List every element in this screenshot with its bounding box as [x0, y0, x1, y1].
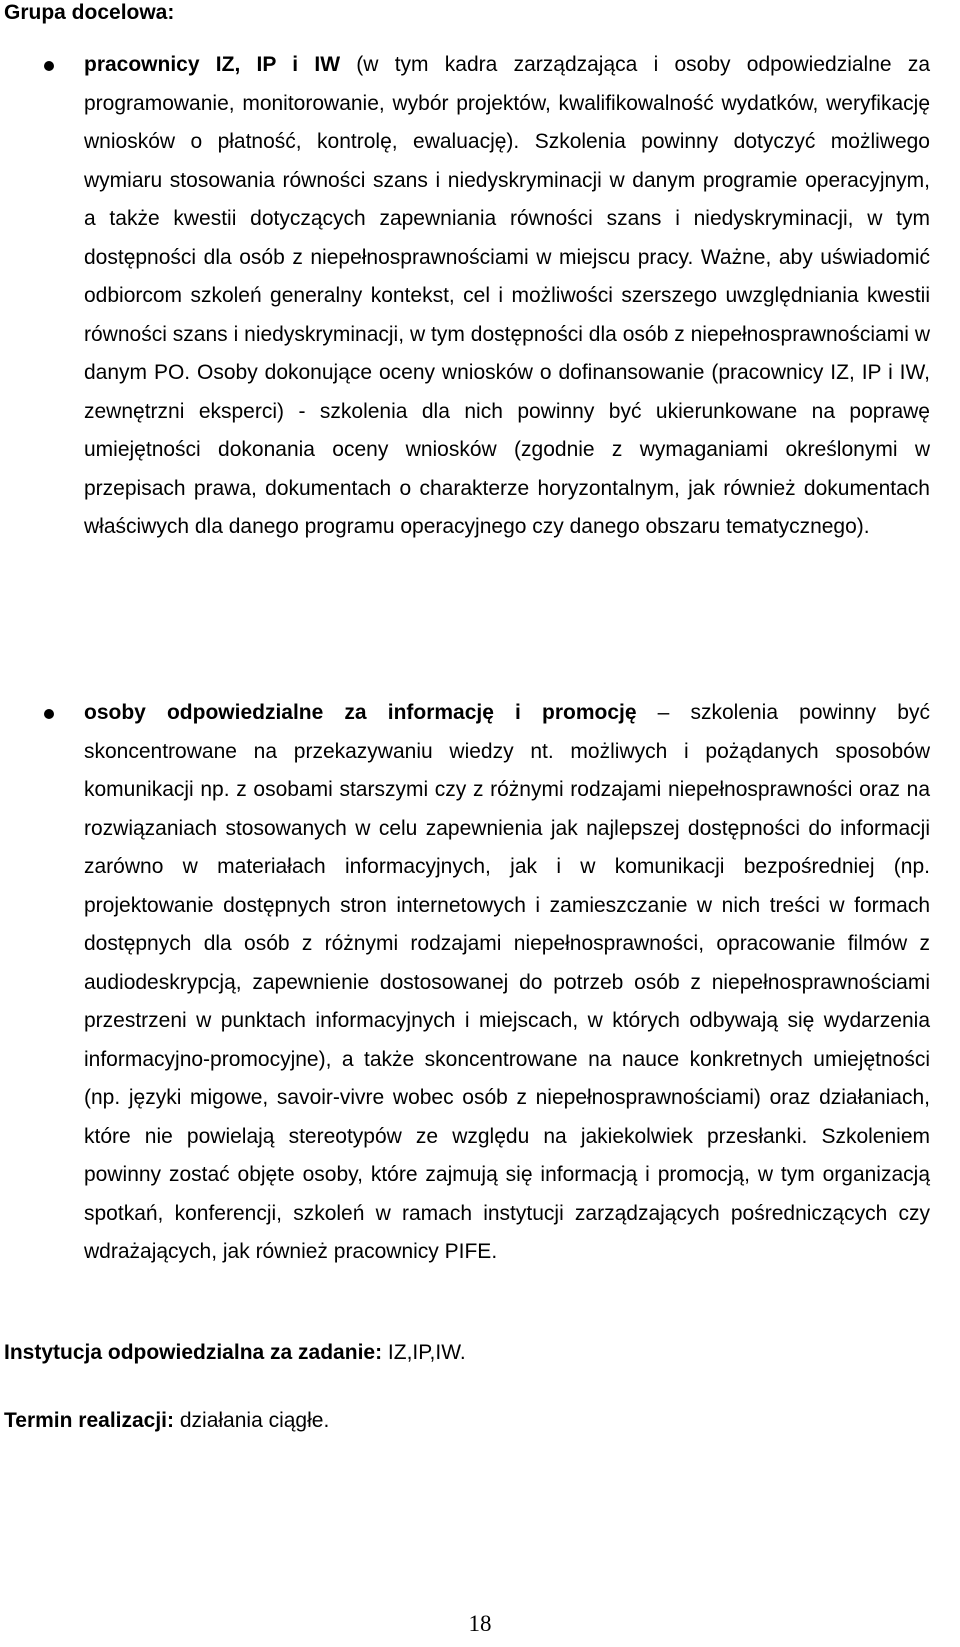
list-item-lead: osoby odpowiedzialne za informację i promocję: [84, 701, 637, 724]
section-heading: Grupa docelowa:: [4, 1, 175, 24]
list-item-text: (w tym kadra zarządzająca i osoby odpowiedzialne za programowanie, monitorowanie, wybór projektów, kwalifikowalność wydatków, weryfikację wniosków o płatność, kontrolę, ewaluację). Szkolenia powinny dotyczyć możliwego wymiaru stosowania równości szans i niedyskryminacji w danym programie operacyjnym, a także kwestii dotyczących zapewniania równości szans i niedyskryminacji, w tym dostępności dla osób z niepełnosprawnościami w miejscu pracy. Ważne, aby uświadomić odbiorcom szkoleń generalny kontekst, cel i możliwości szerszego uwzględniania kwestii równości szans i niedyskryminacji, w tym dostępności dla osób z niepełnosprawnościami w danym PO. Osoby dokonujące oceny wniosków o dofinansowanie (pracownicy IZ, IP i IW, zewnętrzni eksperci) - szkolenia dla nich powinny być ukierunkowane na poprawę umiejętności dokonania oceny wniosków (zgodnie z wymaganiami określonymi w przepisach prawa, dokumentach o charakterze horyzontalnym, jak również dokumentach właściwych dla danego programu operacyjnego czy danego obszaru tematycznego).: [84, 53, 931, 538]
deadline-value: działania ciągłe.: [174, 1409, 330, 1432]
responsible-institution-line: [4, 1340, 466, 1366]
responsible-institution-value: IZ,IP,IW.: [382, 1341, 466, 1364]
list-item-lead: pracownicy IZ, IP i IW: [84, 53, 341, 76]
list-item-separator: [340, 53, 356, 76]
list-item-text: szkolenia powinny być skoncentrowane na przekazywaniu wiedzy nt. możliwych i pożądanych sposobów komunikacji np. z osobami starszymi czy z różnymi rodzajami niepełnosprawności oraz na rozwiązaniach stosowanych w celu zapewnienia jak najlepszej dostępności do informacji zarówno w materiałach informacyjnych, jak i w komunikacji bezpośredniej (np. projektowanie dostępnych stron internetowych i zamieszczanie w nich treści w formach dostępnych dla osób z różnymi rodzajami niepełnosprawności, opracowanie filmów z audiodeskrypcją, zapewnienie dostosowanej do potrzeb osób z niepełnosprawnościami przestrzeni w punktach informacyjnych i miejscach, w których odbywają się wydarzenia informacyjno-promocyjne), a także skoncentrowane na nauce konkretnych umiejętności (np. języki migowe, savoir-vivre wobec osób z niepełnosprawnościami) oraz działaniach, które nie powielają stereotypów ze względu na jakiekolwiek przesłanki. Szkoleniem powinny zostać objęte osoby, które zajmują się informacją i promocją, w tym organizacją spotkań, konferencji, szkoleń w ramach instytucji zarządzających pośredniczących czy wdrażających, jak również pracownicy PIFE.: [84, 701, 930, 1263]
list-item: [84, 46, 930, 547]
responsible-institution-label: Instytucja odpowiedzialna za zadanie:: [4, 1341, 383, 1364]
deadline-label: Termin realizacji:: [4, 1409, 175, 1432]
list-item-separator: –: [636, 701, 691, 724]
bullet-icon: [44, 709, 54, 719]
deadline-line: [4, 1408, 329, 1434]
list-item: [84, 694, 930, 1272]
page-number: 18: [468, 1611, 492, 1636]
bullet-icon: [44, 61, 54, 71]
